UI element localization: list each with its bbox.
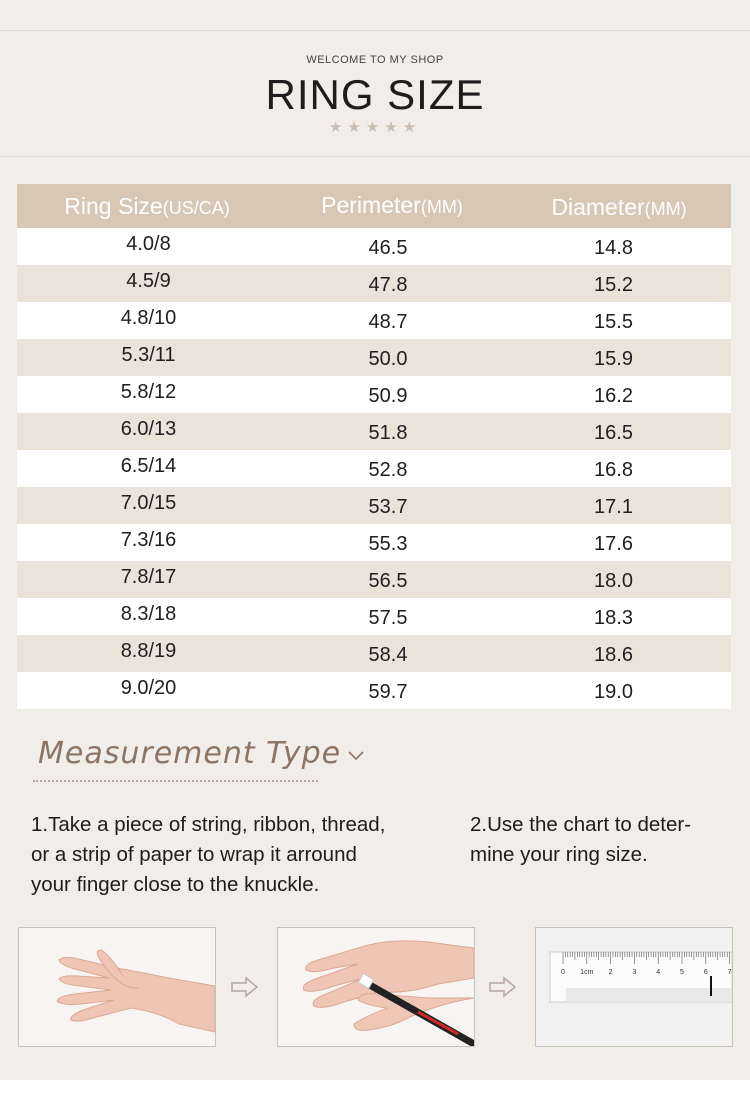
ring-size-cell: 7.8/17 (120, 566, 177, 588)
top-divider (0, 30, 750, 31)
ruler-label: 5 (680, 969, 684, 976)
table-row (17, 376, 731, 413)
table-row (17, 450, 731, 487)
ring-size-table (17, 184, 731, 709)
header-diameter: Diameter(MM) (551, 194, 687, 220)
ruler-label: 2 (608, 969, 613, 976)
ruler-label: 3 (632, 969, 637, 976)
header-ring-size: Ring Size(US/CA) (64, 193, 230, 219)
perimeter-cell: 56.5 (368, 570, 408, 592)
ruler-label: 1cm (580, 969, 594, 976)
page-title: RING SIZE (265, 71, 485, 118)
diameter-cell: 15.9 (594, 348, 633, 370)
ring-size-cell: 4.8/10 (120, 307, 177, 329)
arrow-right-icon (230, 976, 260, 1003)
table-row (17, 413, 731, 450)
dotted-divider (33, 780, 318, 782)
ruler-photo (535, 927, 733, 1047)
perimeter-cell: 57.5 (368, 607, 408, 629)
chevron-down-icon (347, 743, 365, 767)
ring-size-cell: 9.0/20 (120, 677, 177, 699)
perimeter-cell: 47.8 (368, 274, 408, 296)
hand-with-pen-photo (277, 927, 475, 1047)
table-row (17, 672, 731, 709)
header-perimeter: Perimeter(MM) (321, 192, 463, 218)
diameter-cell: 15.5 (594, 311, 633, 333)
table-row (17, 265, 731, 302)
perimeter-cell: 58.4 (368, 644, 408, 666)
diameter-cell: 19.0 (594, 681, 633, 703)
perimeter-cell: 51.8 (368, 422, 408, 444)
diameter-cell: 14.8 (594, 237, 633, 259)
table-row (17, 561, 731, 598)
welcome-text: WELCOME TO MY SHOP (306, 54, 444, 66)
perimeter-cell: 50.9 (368, 385, 408, 407)
ring-size-cell: 4.0/8 (126, 233, 171, 255)
perimeter-cell: 50.0 (368, 348, 408, 370)
ruler-label: 4 (656, 969, 661, 976)
ruler-label: 0 (561, 969, 565, 976)
table-row (17, 339, 731, 376)
header-divider (0, 156, 750, 157)
perimeter-cell: 59.7 (368, 681, 408, 703)
hand-photo (18, 927, 216, 1047)
diameter-cell: 16.5 (594, 422, 633, 444)
diameter-cell: 16.2 (594, 385, 633, 407)
ring-size-cell: 8.8/19 (120, 640, 177, 662)
ring-size-cell: 7.0/15 (120, 492, 177, 514)
ring-size-cell: 5.3/11 (121, 344, 176, 366)
arrow-right-icon (488, 976, 518, 1003)
diameter-cell: 18.0 (594, 570, 633, 592)
diameter-cell: 18.3 (594, 607, 633, 629)
ring-size-cell: 6.0/13 (120, 418, 177, 440)
perimeter-cell: 48.7 (368, 311, 408, 333)
ring-size-cell: 5.8/12 (120, 381, 177, 403)
perimeter-cell: 52.8 (368, 459, 408, 481)
ruler-label: 6 (703, 969, 708, 976)
step-1-text: 1.Take a piece of string, ribbon, thread, or a strip of paper to wrap it arround your finger close to the knuckle. (31, 813, 386, 896)
diameter-cell: 15.2 (594, 274, 633, 296)
diameter-cell: 18.6 (594, 644, 633, 666)
diameter-cell: 17.1 (594, 496, 633, 518)
measurement-type-heading: Measurement Type (38, 736, 365, 771)
star-rating-decoration: ★★★★★ (328, 119, 422, 136)
table-row (17, 228, 731, 265)
ring-size-cell: 6.5/14 (120, 455, 177, 477)
perimeter-cell: 46.5 (368, 237, 408, 259)
table-body (17, 228, 731, 709)
step-2-text: 2.Use the chart to deter- mine your ring size. (470, 813, 692, 866)
ring-size-cell: 7.3/16 (120, 529, 177, 551)
ring-size-cell: 4.5/9 (126, 270, 171, 292)
ruler-label: 7 (727, 969, 732, 976)
table-row (17, 598, 731, 635)
ring-size-cell: 8.3/18 (120, 603, 177, 625)
table-row (17, 635, 731, 672)
diameter-cell: 16.8 (594, 459, 633, 481)
perimeter-cell: 55.3 (368, 533, 408, 555)
table-row (17, 524, 731, 561)
table-header (17, 184, 731, 228)
table-row (17, 487, 731, 524)
diameter-cell: 17.6 (594, 533, 633, 555)
bottom-band (0, 1080, 750, 1100)
table-row (17, 302, 731, 339)
perimeter-cell: 53.7 (368, 496, 408, 518)
